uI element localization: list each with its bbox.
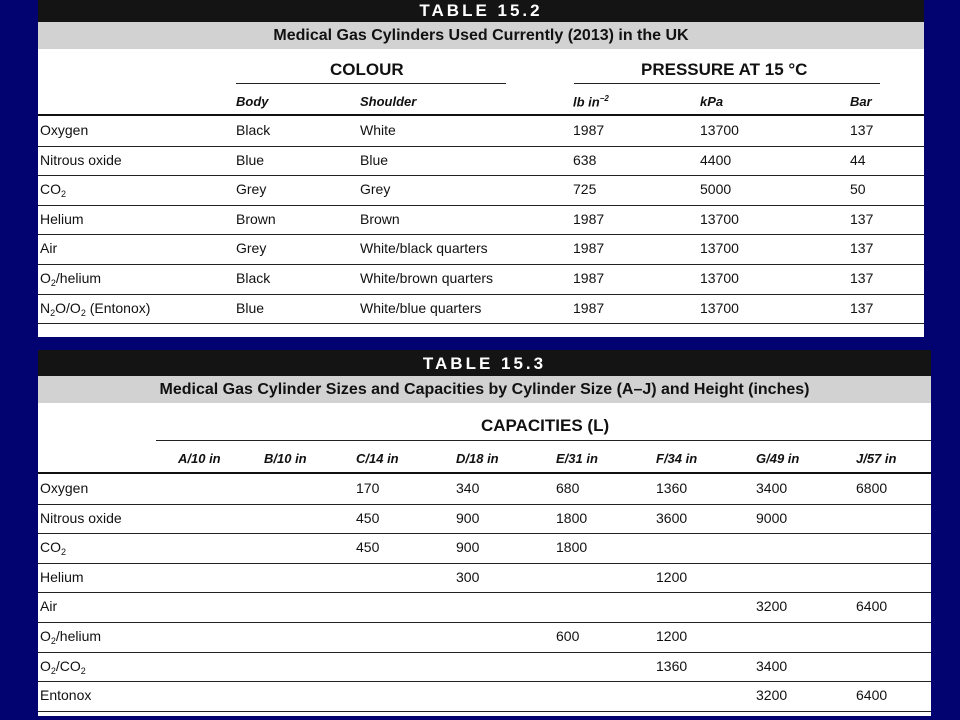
cap-row-2-col-2: 450 — [356, 539, 380, 556]
row-3-shoulder: Brown — [360, 210, 400, 227]
row-4-shoulder: White/black quarters — [360, 240, 488, 257]
row-2-bar: 50 — [850, 181, 866, 198]
row-2-psi: 725 — [573, 181, 597, 198]
cap-row-7-col-6: 3200 — [756, 687, 788, 704]
row-0-bar: 137 — [850, 122, 874, 138]
cap-row-3-gas: Helium — [40, 568, 84, 585]
cap-row-4-col-7: 6400 — [856, 598, 888, 615]
cap-row-rule — [38, 681, 931, 682]
row-rule — [38, 323, 924, 324]
cap-row-rule — [38, 711, 931, 712]
table-15-2-number: TABLE 15.2 — [38, 0, 924, 22]
row-0-gas: Oxygen — [40, 122, 89, 138]
row-1-gas: Nitrous oxide — [40, 151, 122, 168]
row-6-shoulder: White/blue quarters — [360, 299, 482, 316]
colour-group-heading: COLOUR — [330, 60, 404, 79]
row-4-gas: Air — [40, 240, 58, 257]
cap-row-0-col-6: 3400 — [756, 480, 788, 496]
cap-row-rule — [38, 622, 931, 623]
cap-row-5-col-4: 600 — [556, 628, 580, 644]
row-1-kpa: 4400 — [700, 151, 732, 168]
table-15-2 — [38, 0, 924, 337]
row-1-bar: 44 — [850, 151, 866, 168]
row-2-kpa: 5000 — [700, 181, 732, 198]
row-1-psi: 638 — [573, 151, 597, 168]
row-rule — [38, 205, 924, 206]
capacities-group-rule — [156, 440, 931, 441]
row-5-kpa: 13700 — [700, 270, 739, 286]
col-shoulder: Shoulder — [360, 94, 417, 109]
cap-row-0-col-7: 6800 — [856, 480, 888, 496]
cap-row-1-col-5: 3600 — [656, 509, 688, 526]
row-3-body: Brown — [236, 210, 276, 227]
row-3-psi: 1987 — [573, 210, 605, 227]
row-3-bar: 137 — [850, 210, 874, 227]
pressure-group-rule — [574, 83, 880, 84]
cap-col-6: G/49 in — [756, 451, 800, 466]
cap-col-0: A/10 in — [178, 451, 221, 466]
cap-row-5-gas: $O_2$/helium — [40, 628, 102, 646]
row-5-psi: 1987 — [573, 270, 605, 286]
cap-row-3-col-3: 300 — [456, 568, 480, 585]
row-rule — [38, 146, 924, 147]
row-2-body: Grey — [236, 181, 267, 198]
row-0-shoulder: White — [360, 122, 396, 138]
row-0-body: Black — [236, 122, 271, 138]
row-5-bar: 137 — [850, 270, 874, 286]
table-15-3-number: TABLE 15.3 — [38, 350, 931, 376]
row-rule — [38, 264, 924, 265]
cap-row-rule — [38, 652, 931, 653]
row-4-kpa: 13700 — [700, 240, 739, 257]
cap-row-4-col-6: 3200 — [756, 598, 788, 615]
row-5-gas: $O_2$/helium — [40, 270, 102, 288]
cap-col-5: F/34 in — [656, 451, 698, 466]
row-4-bar: 137 — [850, 240, 874, 257]
cap-row-1-col-6: 9000 — [756, 509, 788, 526]
col-bar: Bar — [850, 94, 872, 109]
row-2-shoulder: Grey — [360, 181, 391, 198]
cap-row-0-col-2: 170 — [356, 480, 380, 496]
cap-row-2-col-3: 900 — [456, 539, 480, 556]
cap-col-2: C/14 in — [356, 451, 399, 466]
row-4-psi: 1987 — [573, 240, 605, 257]
cap-row-0-col-3: 340 — [456, 480, 480, 496]
cap-row-0-col-4: 680 — [556, 480, 580, 496]
cap-row-1-col-3: 900 — [456, 509, 480, 526]
row-2-gas: $CO_2$ — [40, 181, 67, 200]
row-5-body: Black — [236, 270, 271, 286]
row-1-shoulder: Blue — [360, 151, 389, 168]
cap-row-0-col-5: 1360 — [656, 480, 688, 496]
colour-group-rule — [236, 83, 506, 84]
row-5-shoulder: White/brown quarters — [360, 270, 494, 286]
row-rule — [38, 234, 924, 235]
cap-row-3-col-5: 1200 — [656, 568, 688, 585]
cap-row-6-col-6: 3400 — [756, 657, 788, 674]
header-rule-2 — [38, 472, 931, 474]
pressure-group-heading: PRESSURE AT 15 °C — [641, 60, 808, 79]
capacities-group-heading: CAPACITIES (L) — [481, 416, 610, 435]
cap-row-4-gas: Air — [40, 598, 58, 615]
row-6-gas: $N_2O/O_2$ (Entonox) — [40, 299, 151, 318]
row-6-psi: 1987 — [573, 299, 605, 316]
cap-row-1-col-2: 450 — [356, 509, 380, 526]
cap-col-4: E/31 in — [556, 451, 598, 466]
row-3-gas: Helium — [40, 210, 84, 227]
cap-row-6-gas: $O_2/CO_2$ — [40, 657, 86, 676]
cap-row-7-gas: Entonox — [40, 687, 92, 704]
cap-row-rule — [38, 592, 931, 593]
cap-row-rule — [38, 504, 931, 505]
cap-row-5-col-5: 1200 — [656, 628, 688, 644]
col-body: Body — [236, 94, 269, 109]
row-rule — [38, 294, 924, 295]
cap-col-7: J/57 in — [856, 451, 897, 466]
cap-col-1: B/10 in — [264, 451, 307, 466]
row-3-kpa: 13700 — [700, 210, 739, 227]
cap-row-rule — [38, 563, 931, 564]
cap-row-2-gas: $CO_2$ — [40, 539, 67, 558]
table-15-2-title: Medical Gas Cylinders Used Currently (2013) in the UK — [38, 22, 924, 49]
row-6-bar: 137 — [850, 299, 874, 316]
row-1-body: Blue — [236, 151, 265, 168]
table-15-3 — [38, 350, 931, 716]
cap-row-6-col-5: 1360 — [656, 657, 688, 674]
col-kpa: kPa — [700, 94, 724, 109]
row-4-body: Grey — [236, 240, 267, 257]
row-rule — [38, 175, 924, 176]
row-0-kpa: 13700 — [700, 122, 739, 138]
cap-row-0-gas: Oxygen — [40, 480, 89, 496]
header-rule — [38, 114, 924, 116]
cap-row-1-col-4: 1800 — [556, 509, 588, 526]
row-6-body: Blue — [236, 299, 265, 316]
cap-row-2-col-4: 1800 — [556, 539, 588, 556]
row-6-kpa: 13700 — [700, 299, 739, 316]
cap-row-rule — [38, 533, 931, 534]
row-0-psi: 1987 — [573, 122, 605, 138]
cap-row-7-col-7: 6400 — [856, 687, 888, 704]
table-15-3-title: Medical Gas Cylinder Sizes and Capacities by Cylinder Size (A–J) and Height (inches) — [38, 376, 931, 403]
col-psi: lb $in^{-2}$ — [573, 94, 609, 110]
cap-row-1-gas: Nitrous oxide — [40, 509, 122, 526]
cap-col-3: D/18 in — [456, 451, 499, 466]
